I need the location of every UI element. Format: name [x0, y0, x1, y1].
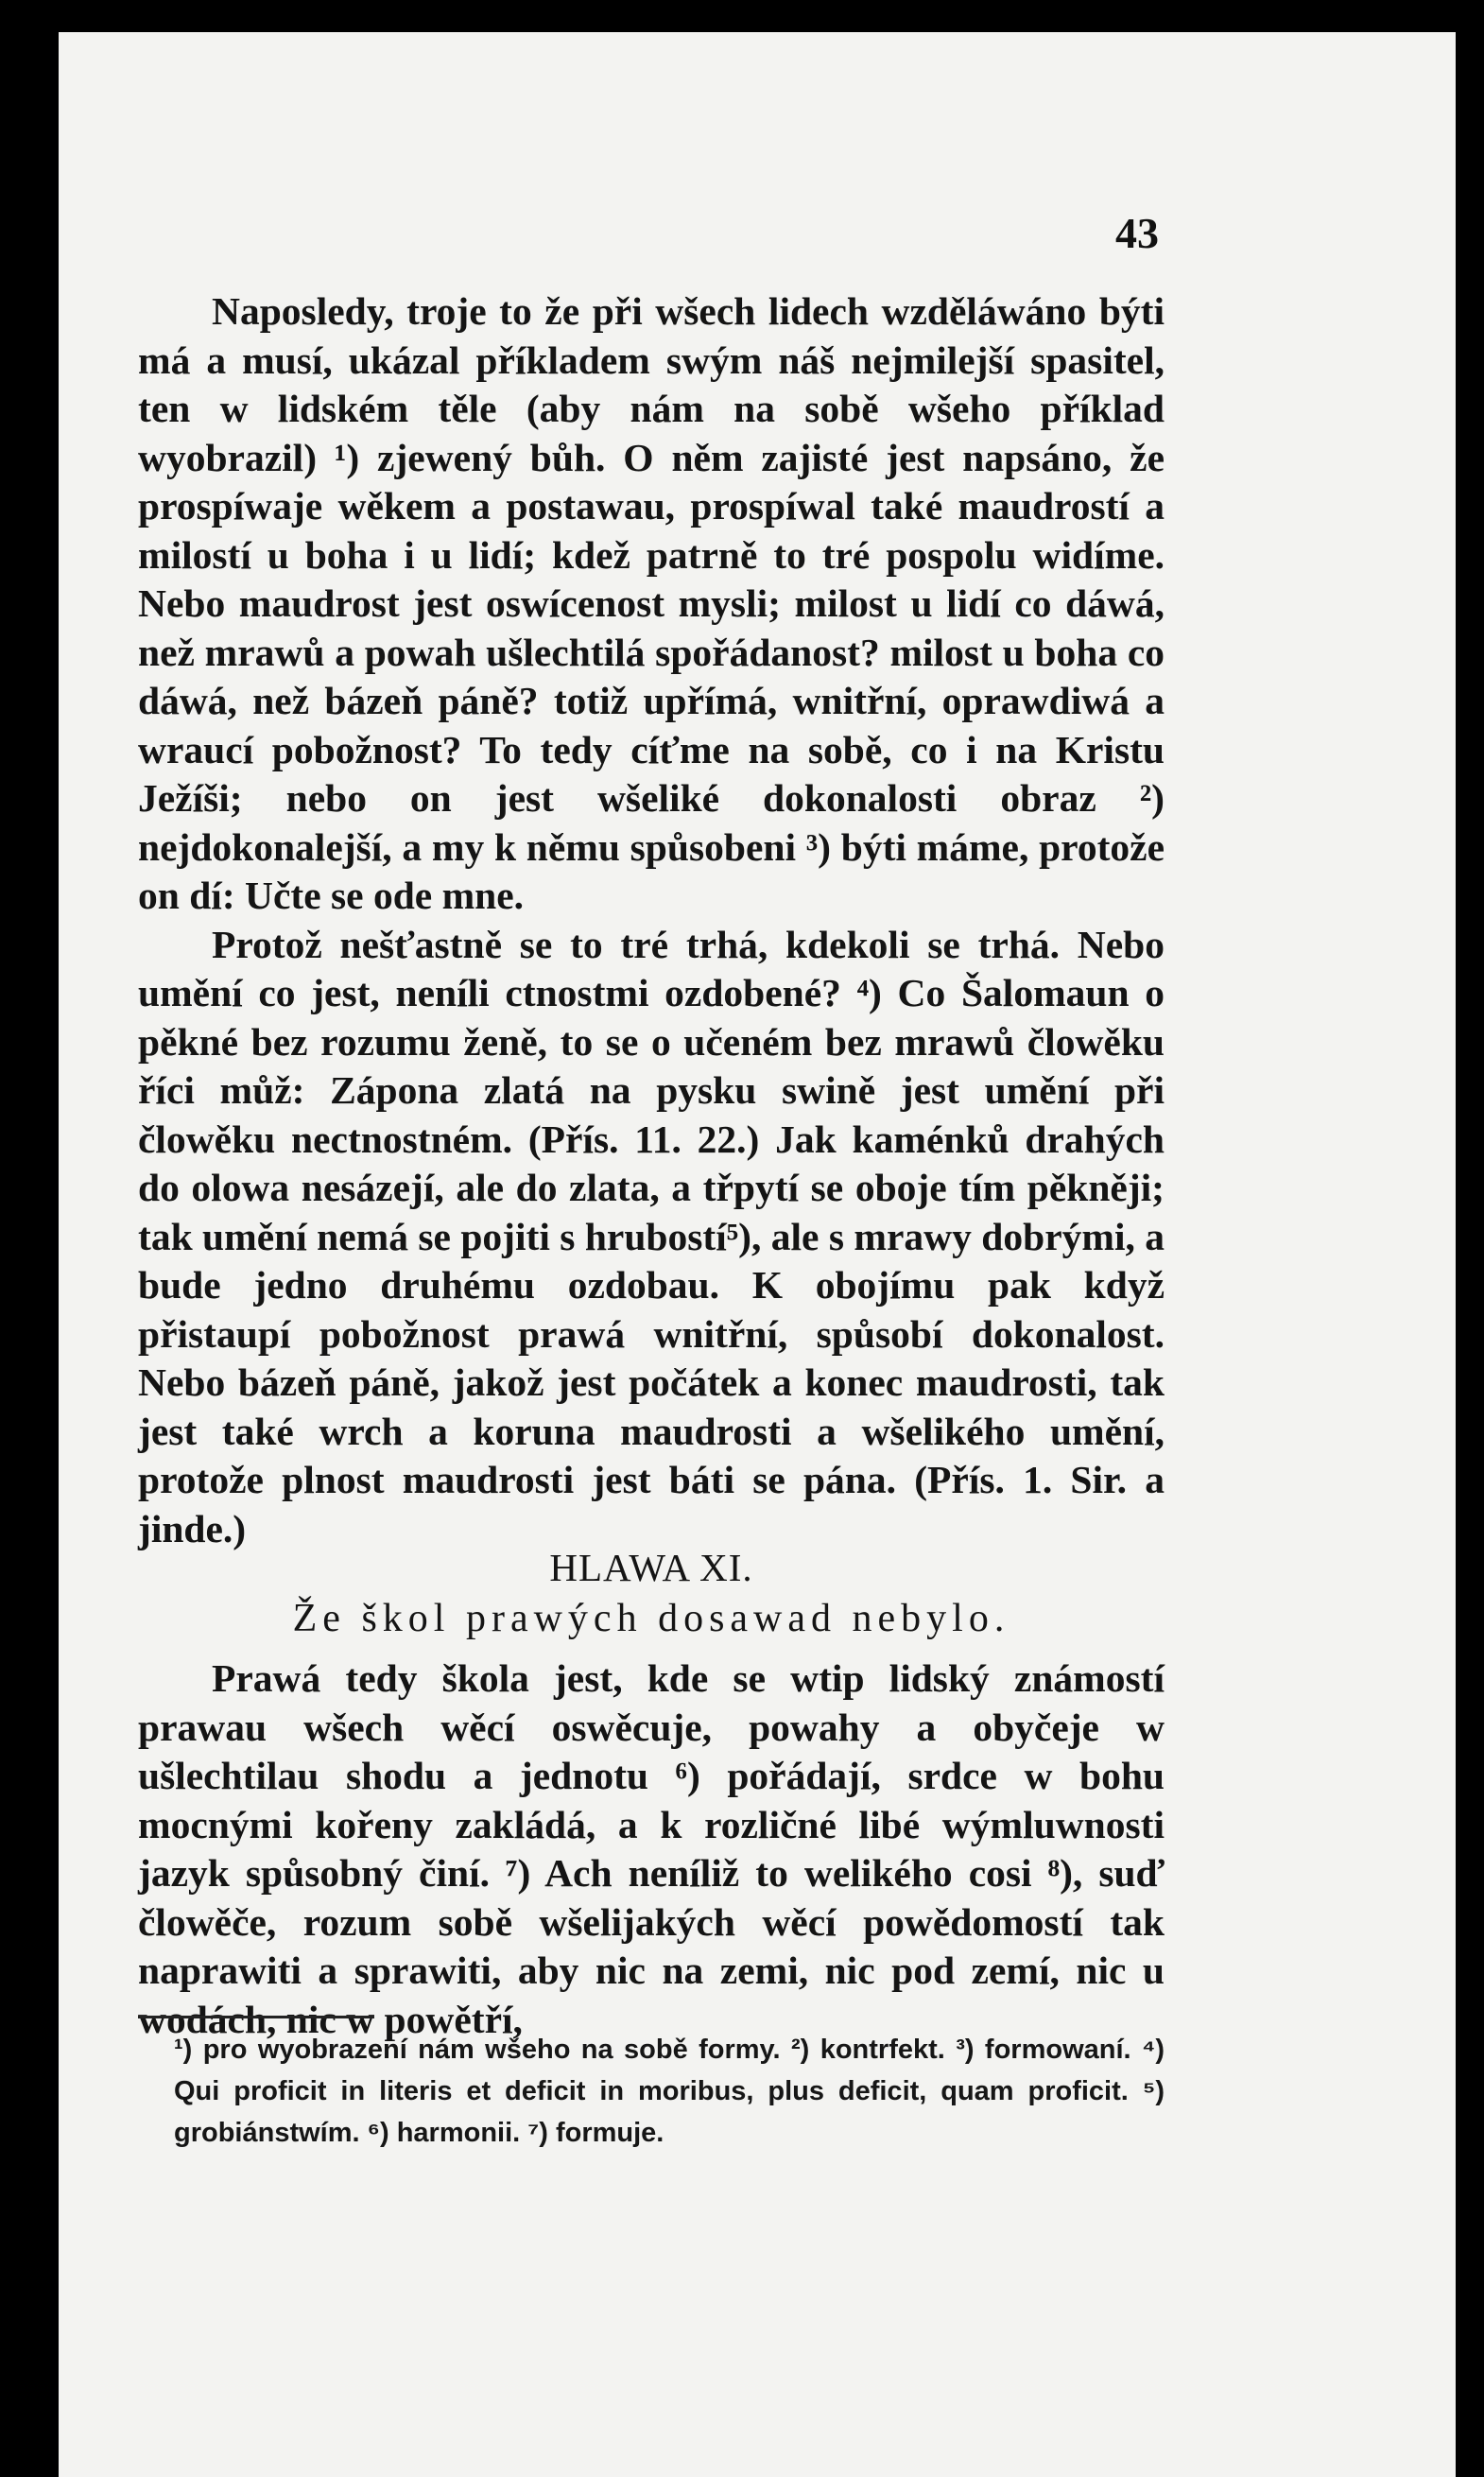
book-page: [59, 32, 1456, 2477]
footnote-divider: [138, 2016, 374, 2018]
footnote-text: ¹) pro wyobrazení nám wšeho na sobě formy. ²) kontrfekt. ³) formowaní. ⁴) Qui proficit in literis et deficit in moribus, plus deficit, quam proficit. ⁵) grobiánstwím. ⁶) harmonii. ⁷) formuje.: [174, 2035, 1165, 2148]
page-number: 43: [1115, 209, 1159, 257]
paragraph: Protož nešťastně se to tré trhá, kdekoli se trhá. Nebo umění co jest, neníli ctnostmi ozdobené? ⁴) Co Šalomaun o pěkné bez rozumu ženě, to se o učeném bez mrawů člowěku říci můž: Zápona zlatá na pysku swině jest umění při člowěku nectnostném. (Přís. 11. 22.) Jak kaménků drahých do olowa nesázejí, ale do zlata, a třpytí se oboje tím pěkněji; tak umění nemá se pojiti s hrubostí⁵), ale s mrawy dobrými, a bude jedno druhému ozdobau. K obojímu pak když přistaupí pobožnost prawá wnitřní, spůsobí dokonalost. Nebo bázeň páně, jakož jest počátek a konec maudrosti, tak jest také wrch a koruna maudrosti a wšelikého umění, protože plnost maudrosti jest báti se pána. (Přís. 1. Sir. a jinde.): [138, 922, 1165, 1550]
paragraph: Prawá tedy škola jest, kde se wtip lidský známostí prawau wšech wěcí oswěcuje, powahy a obyčeje w ušlechtilau shodu a jednotu ⁶) pořádají, srdce w bohu mocnými kořeny zakládá, a k rozličné libé wýmluwnosti jazyk spůsobný činí. ⁷) Ach neníliž to welikého cosi ⁸), suď člowěče, rozum sobě wšelijakých wěcí powědomostí tak naprawiti a sprawiti, aby nic na zemi, nic pod zemí, nic u wodách, nic w powětří,: [138, 1656, 1165, 2041]
body-text-bottom: [138, 1654, 1165, 2044]
chapter-title: Že škol prawých dosawad nebylo.: [292, 1597, 1010, 1640]
paragraph: Naposledy, troje to že při wšech lidech wzděláwáno býti má a musí, ukázal příkladem swým náš nejmilejší spasitel, ten w lidském těle (aby nám na sobě wšeho příklad wyobrazil) ¹) zjewený bůh. O něm zajisté jest napsáno, že prospíwaje wěkem a postawau, prospíwal také maudrostí a milostí u boha i u lidí; kdež patrně to tré pospolu widíme. Nebo maudrost jest oswícenost mysli; milost u lidí co dáwá, než mrawů a powah ušlechtilá spořádanost? milost u boha co dáwá, než bázeň páně? totiž upřímá, wnitřní, oprawdiwá a wraucí pobožnost? To tedy cíťme na sobě, co i na Kristu Ježíši; nebo on jest wšeliké dokonalosti obraz ²) nejdokonalejší, a my k němu spůsobeni ³) býti máme, protože on dí: Učte se ode mne.: [138, 289, 1165, 917]
footnotes: [138, 2029, 1165, 2154]
chapter-number: HLAWA XI.: [549, 1546, 753, 1589]
body-text-top: [138, 287, 1165, 1553]
